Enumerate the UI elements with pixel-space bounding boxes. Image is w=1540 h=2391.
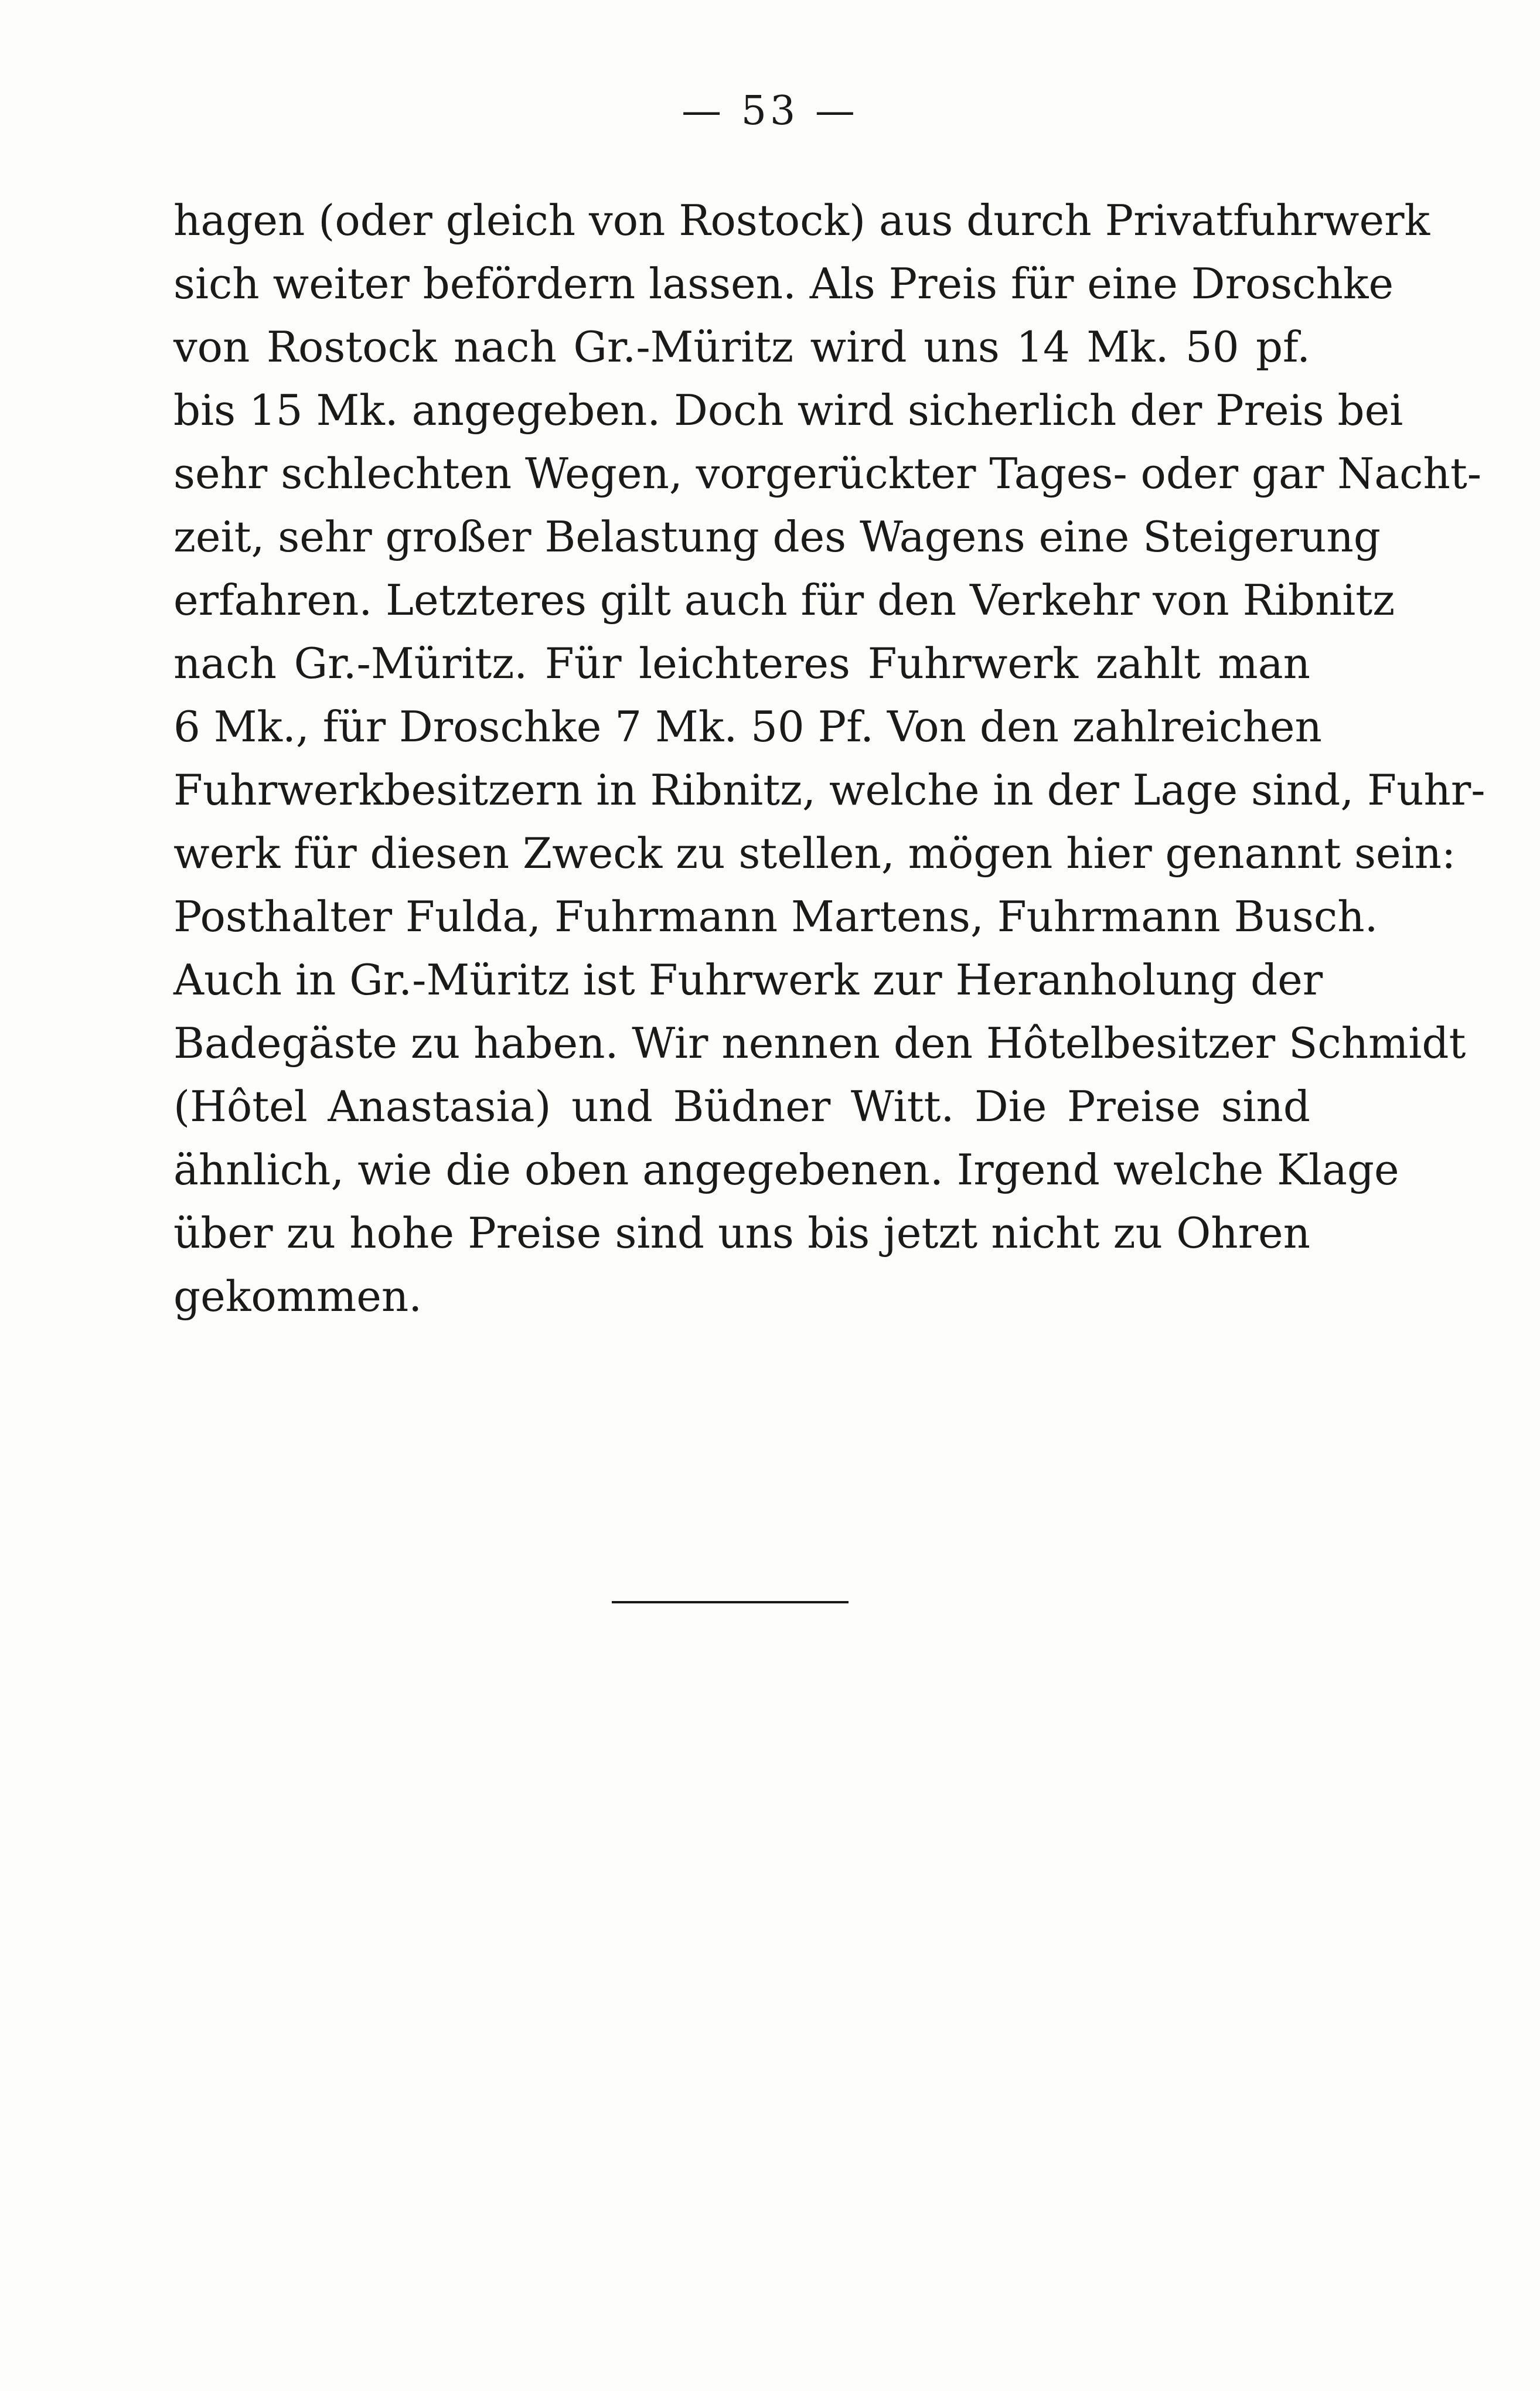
- text-line: Posthalter Fulda, Fuhrmann Martens, Fuhrmann Busch.: [173, 892, 1378, 941]
- text-line: werk für diesen Zweck zu stellen, mögen hier genannt sein:: [173, 829, 1456, 878]
- body-text: [173, 189, 1486, 1328]
- text-line: sehr schlechten Wegen, vorgerückter Tages- oder gar Nacht-: [173, 449, 1482, 498]
- text-line: hagen (oder gleich von Rostock) aus durch Privatfuhrwerk: [173, 196, 1430, 245]
- text-line: zeit, sehr großer Belastung des Wagens eine Steigerung: [173, 512, 1381, 561]
- text-line: über zu hohe Preise sind uns bis jetzt nicht zu Ohren: [173, 1208, 1310, 1258]
- text-line: Badegäste zu haben. Wir nennen den Hôtelbesitzer Schmidt: [173, 1019, 1466, 1068]
- text-line: (Hôtel Anastasia) und Büdner Witt. Die Preise sind: [173, 1082, 1310, 1131]
- page-number: ⁠— 53 —: [682, 88, 858, 134]
- text-line: erfahren. Letzteres gilt auch für den Verkehr von Ribnitz: [173, 575, 1395, 625]
- text-line: bis 15 Mk. angegeben. Doch wird sicherlich der Preis bei: [173, 386, 1403, 435]
- section-divider: [612, 1601, 849, 1603]
- text-line: sich weiter befördern lassen. Als Preis für eine Droschke: [173, 259, 1394, 308]
- text-line: Fuhrwerkbesitzern in Ribnitz, welche in der Lage sind, Fuhr-: [173, 765, 1486, 815]
- text-line: von Rostock nach Gr.-Müritz wird uns 14 Mk. 50 pf.: [173, 322, 1310, 372]
- text-line: ähnlich, wie die oben angegebenen. Irgend welche Klage: [173, 1145, 1399, 1194]
- text-line: 6 Mk., für Droschke 7 Mk. 50 Pf. Von den zahlreichen: [173, 702, 1322, 751]
- text-line: gekommen.: [173, 1272, 423, 1321]
- text-line: Auch in Gr.-Müritz ist Fuhrwerk zur Heranholung der: [173, 955, 1323, 1004]
- text-line: nach Gr.-Müritz. Für leichteres Fuhrwerk zahlt man: [173, 639, 1310, 688]
